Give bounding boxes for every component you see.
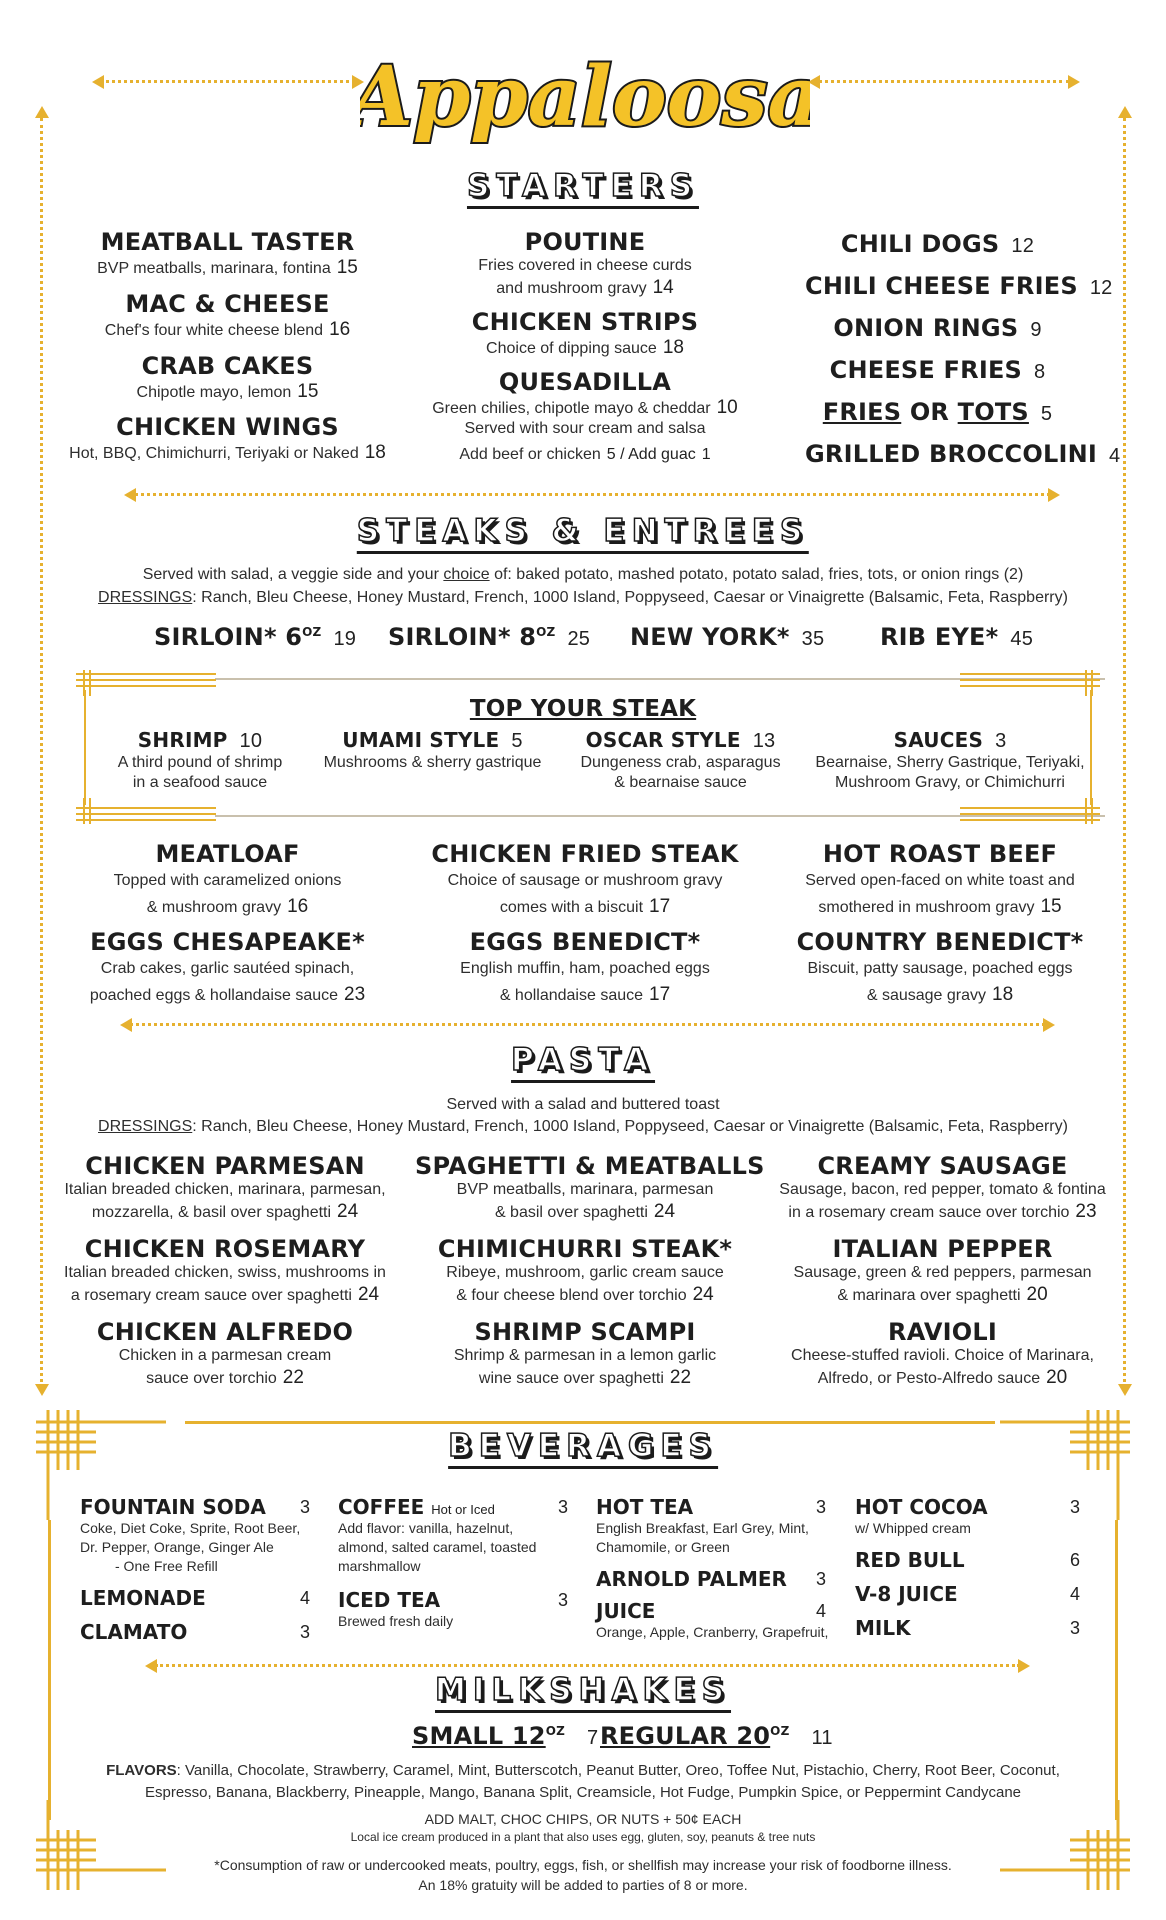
arrow-left-icon <box>92 75 104 89</box>
dish-price: 16 <box>329 318 351 340</box>
unit-oz: OZ <box>770 1724 790 1738</box>
beverage-desc: Orange, Apple, Cranberry, Grapefruit, <box>596 1623 829 1640</box>
dish-name: CHICKEN FRIED STEAK <box>431 840 739 868</box>
entree-item <box>60 928 395 1008</box>
topping-desc: & bearnaise sauce <box>614 774 747 791</box>
starters-title: STARTERS <box>467 168 699 209</box>
dish-price: 17 <box>649 983 671 1005</box>
starters-left-column <box>50 228 405 465</box>
dish-desc: Served with sour cream and salsa <box>464 420 706 438</box>
dish-price: 24 <box>653 1201 676 1222</box>
topping-item <box>568 728 793 793</box>
left-border-dots <box>40 118 43 1388</box>
beverages-title: BEVERAGES <box>448 1428 718 1469</box>
dish-name: COUNTRY BENEDICT* <box>796 928 1084 956</box>
dish-price: 24 <box>692 1284 714 1305</box>
dish-name: CHICKEN STRIPS <box>471 307 699 336</box>
dressings-label: DRESSINGS <box>98 589 193 606</box>
dish-price: 14 <box>652 277 674 298</box>
dish-price: 18 <box>662 336 684 358</box>
dish-desc: Green chilies, chipotle mayo & cheddar <box>432 399 711 417</box>
logo-wordmark-icon <box>360 40 810 150</box>
dish-name: CHEESE FRIES <box>829 356 1023 384</box>
dish-price: 23 <box>1075 1201 1097 1222</box>
starters-right-column <box>805 230 1121 482</box>
beverage-item <box>80 1586 310 1610</box>
dish-desc: Hot, BBQ, Chimichurri, Teriyaki or Naked <box>69 445 359 463</box>
dish-name: CHICKEN WINGS <box>116 413 339 442</box>
dish-desc: Choice of dipping sauce <box>486 339 657 357</box>
dish-desc: & basil over spaghetti <box>494 1204 648 1221</box>
beverage-price: 3 <box>815 1568 826 1589</box>
beverage-price: 4 <box>299 1587 310 1608</box>
dish-desc: comes with a biscuit <box>499 898 644 916</box>
dish-desc: & sausage gravy <box>866 986 987 1004</box>
size-price: 11 <box>811 1727 833 1749</box>
dish-desc: Topped with caramelized onions <box>113 872 342 889</box>
entree-item <box>775 840 1105 920</box>
topping-name: OSCAR STYLE <box>585 728 741 752</box>
arrow-right-icon <box>1048 488 1060 502</box>
top-your-steak-title: TOP YOUR STEAK <box>469 696 697 722</box>
dish-desc: Ribeye, mushroom, garlic cream sauce <box>446 1264 724 1281</box>
dish-name: ITALIAN PEPPER <box>832 1235 1053 1263</box>
pasta-item <box>45 1318 405 1390</box>
bev-frame-line-top <box>185 1421 995 1424</box>
dish-desc: Shrimp & parmesan in a lemon garlic <box>453 1347 717 1364</box>
topping-name: SAUCES <box>893 728 984 752</box>
arrow-right-icon <box>1018 1659 1030 1673</box>
beverage-item <box>596 1495 826 1557</box>
dish-price: 10 <box>716 396 738 418</box>
beverage-price: 4 <box>815 1600 826 1621</box>
dish-name: POUTINE <box>524 228 646 256</box>
beverage-price: 3 <box>815 1497 826 1517</box>
dish-price: 22 <box>282 1367 304 1388</box>
beverage-price: 6 <box>1069 1549 1080 1570</box>
art-deco-lines-icon <box>76 798 216 824</box>
dish-price: 20 <box>1026 1284 1048 1305</box>
dish-price: 17 <box>649 895 671 917</box>
topping-price: 3 <box>995 730 1007 752</box>
flavors-label: FLAVORS <box>106 1762 177 1779</box>
dish-desc: Alfredo, or Pesto-Alfredo sauce <box>817 1370 1041 1387</box>
beverage-price: 3 <box>557 1589 568 1610</box>
beverage-item <box>855 1495 1080 1538</box>
addon-price: 1 <box>701 446 711 464</box>
topping-desc: Dungeness crab, asparagus <box>580 754 781 771</box>
size-name: SMALL 12 <box>412 1722 546 1750</box>
served-choice: choice <box>443 566 490 583</box>
dish-desc: Chicken in a parmesan cream <box>118 1347 332 1364</box>
beverage-desc: Coke, Diet Coke, Sprite, Root Beer, Dr. Pepper, Orange, Ginger Ale - One Free Refill <box>80 1520 301 1574</box>
beverage-price: 3 <box>1069 1497 1080 1517</box>
left-border-arrow-up-icon <box>35 106 49 118</box>
dish-desc: Sausage, green & red peppers, parmesan <box>793 1264 1092 1281</box>
dish-desc: & four cheese blend over torchio <box>456 1287 687 1304</box>
milkshakes-title: MILKSHAKES <box>435 1672 731 1713</box>
dish-desc: Italian breaded chicken, swiss, mushrooms in <box>64 1264 386 1281</box>
dish-name: GRILLED BROCCOLINI <box>805 440 1098 468</box>
right-border-dots <box>1123 118 1126 1388</box>
flavors-text: Espresso, Banana, Blackberry, Pineapple, Mango, Banana Split, Creamsicle, Hot Fudge, Pumpkin Spice, or Peppermint Candycane <box>144 1784 1022 1801</box>
dish-desc: Fries covered in cheese curds <box>478 257 692 274</box>
dish-desc: a rosemary cream sauce over spaghetti <box>70 1287 352 1304</box>
addon-text: Add beef or chicken <box>459 446 601 464</box>
right-border-arrow-up-icon <box>1118 106 1132 118</box>
beverage-column <box>80 1495 310 1644</box>
dish-desc: Chipotle mayo, lemon <box>136 383 292 401</box>
beverage-name: RED BULL <box>855 1547 965 1572</box>
divider <box>135 493 1050 496</box>
dish-price: 23 <box>344 983 366 1005</box>
header-rule-left <box>100 80 355 83</box>
dish-desc: Served open-faced on white toast and <box>805 872 1075 889</box>
header-rule-right <box>818 80 1070 83</box>
unit-oz: OZ <box>536 625 556 639</box>
arrow-right-icon <box>1043 1018 1055 1032</box>
dish-desc: & marinara over spaghetti <box>837 1287 1021 1304</box>
topping-item <box>100 728 300 793</box>
entree-item <box>415 928 755 1008</box>
right-border-arrow-down-icon <box>1118 1384 1132 1396</box>
topping-desc: in a seafood sauce <box>132 774 268 791</box>
pasta-item <box>45 1235 405 1307</box>
dish-price: 9 <box>1030 319 1042 341</box>
dish-price: 15 <box>297 380 319 402</box>
dish-name-or: OR <box>909 398 950 426</box>
arrow-right-icon <box>1068 75 1080 89</box>
dish-price: 12 <box>1011 235 1035 257</box>
entree-item <box>60 840 395 920</box>
addon-price: 5 / Add guac <box>606 446 696 464</box>
beverage-column <box>596 1495 829 1642</box>
dish-desc: poached eggs & hollandaise sauce <box>89 986 339 1004</box>
dish-desc: Sausage, bacon, red pepper, tomato & fontina <box>779 1181 1106 1198</box>
beverage-name: CLAMATO <box>80 1619 188 1644</box>
steaks-title: STEAKS & ENTREES <box>357 513 809 554</box>
divider <box>130 1023 1045 1026</box>
dish-price: 24 <box>357 1284 380 1305</box>
dressings-text: : Ranch, Bleu Cheese, Honey Mustard, French, 1000 Island, Poppyseed, Caesar or Vinaigrette (Balsamic, Feta, Raspberry) <box>192 589 1068 606</box>
appaloosa-logo <box>360 40 810 150</box>
dish-name: MEATLOAF <box>155 840 300 868</box>
dish-desc: & hollandaise sauce <box>499 986 644 1004</box>
dish-name: CHICKEN ALFREDO <box>96 1318 354 1346</box>
dish-price: 22 <box>669 1367 692 1388</box>
dish-price: 15 <box>336 257 358 278</box>
dish-name: CHICKEN ROSEMARY <box>84 1235 366 1263</box>
art-deco-lines-icon <box>960 798 1100 824</box>
beverage-desc: w/ Whipped cream <box>855 1520 971 1536</box>
beverage-item <box>80 1620 310 1644</box>
dish-name: SHRIMP SCAMPI <box>474 1318 696 1346</box>
arrow-left-icon <box>120 1018 132 1032</box>
dish-name: FRIES <box>822 398 902 426</box>
dish-price: 24 <box>337 1201 359 1222</box>
dish-desc: in a rosemary cream sauce over torchio <box>788 1204 1070 1221</box>
beverage-item <box>855 1582 1080 1606</box>
dish-name: CRAB CAKES <box>141 351 314 380</box>
dish-price: 18 <box>992 983 1014 1005</box>
dish-desc: mozzarella, & basil over spaghetti <box>91 1204 332 1221</box>
divider <box>155 1664 1020 1667</box>
logo-text: Appaloosa <box>360 49 810 145</box>
dish-name: EGGS CHESAPEAKE* <box>90 928 365 956</box>
beverage-name: ARNOLD PALMER <box>596 1566 787 1591</box>
dish-name: EGGS BENEDICT* <box>469 928 701 956</box>
topping-item <box>310 728 555 773</box>
beverage-price: 3 <box>299 1497 310 1517</box>
entree-item <box>775 928 1105 1008</box>
starters-middle-column <box>410 228 760 465</box>
steak-cut-price: 25 <box>567 628 591 650</box>
dish-desc: Choice of sausage or mushroom gravy <box>447 872 723 889</box>
dish-name: RAVIOLI <box>888 1318 997 1346</box>
steak-cut-name: RIB EYE* <box>880 623 999 651</box>
beverage-name: COFFEE <box>338 1495 425 1519</box>
served-with-text: Served with salad, a veggie side and your <box>142 566 439 583</box>
pasta-title: PASTA <box>511 1042 655 1083</box>
dish-price: 15 <box>1040 895 1062 917</box>
beverage-item <box>855 1548 1080 1572</box>
dish-name: CHILI DOGS <box>840 230 1000 258</box>
unit-oz: OZ <box>545 1724 565 1738</box>
dish-price: 16 <box>287 895 309 917</box>
dish-price: 5 <box>1040 403 1053 425</box>
beverage-item <box>596 1598 829 1642</box>
dish-price: 4 <box>1109 445 1121 467</box>
beverage-price: 3 <box>1069 1617 1080 1638</box>
pasta-served-text: Served with a salad and buttered toast <box>446 1096 720 1113</box>
dish-desc: Cheese-stuffed ravioli. Choice of Marinara, <box>791 1347 1094 1364</box>
flavors-text: : Vanilla, Chocolate, Strawberry, Caramel, Mint, Butterscotch, Peanut Butter, Oreo, Toffee Nut, Pistachio, Cherry, Root Beer, Coconut, <box>176 1762 1060 1779</box>
beverage-item <box>338 1588 568 1631</box>
dish-desc: BVP meatballs, marinara, parmesan <box>456 1181 714 1198</box>
dish-desc: Biscuit, patty sausage, poached eggs <box>807 960 1073 977</box>
unit-oz: OZ <box>302 625 322 639</box>
beverage-price: 4 <box>1069 1583 1080 1604</box>
dish-name: TOTS <box>957 398 1029 426</box>
dish-desc: sauce over torchio <box>146 1370 277 1387</box>
dish-price: 8 <box>1034 361 1046 383</box>
footer-disclaimer: *Consumption of raw or undercooked meats, poultry, eggs, fish, or shellfish may increase your risk of foodborne illness. <box>214 1857 952 1873</box>
dish-name: MEATBALL TASTER <box>100 228 355 256</box>
beverage-desc: Add flavor: vanilla, hazelnut, almond, salted caramel, toasted marshmallow <box>338 1520 537 1574</box>
dish-desc: smothered in mushroom gravy <box>818 898 1035 916</box>
dish-name: CHIMICHURRI STEAK* <box>437 1235 733 1263</box>
topping-name: SHRIMP <box>137 728 228 752</box>
dish-price: 12 <box>1089 277 1113 299</box>
topping-desc: Mushroom Gravy, or Chimichurri <box>835 774 1065 791</box>
size-name: REGULAR 20 <box>600 1722 771 1750</box>
dish-price: 18 <box>364 442 386 464</box>
beverage-name: ICED TEA <box>338 1587 441 1612</box>
beverage-name: HOT COCOA <box>855 1495 988 1519</box>
art-deco-lines-icon <box>960 670 1100 696</box>
beverage-name: HOT TEA <box>596 1495 694 1519</box>
beverage-name: V-8 JUICE <box>855 1581 958 1606</box>
size-price: 7 <box>587 1727 599 1749</box>
beverage-column <box>338 1495 568 1631</box>
art-deco-lines-icon <box>76 670 216 696</box>
dish-desc: English muffin, ham, poached eggs <box>460 960 710 977</box>
dish-desc: and mushroom gravy <box>496 280 647 297</box>
topping-desc: Bearnaise, Sherry Gastrique, Teriyaki, <box>815 754 1085 771</box>
entree-item <box>415 840 755 920</box>
steak-cut-name: SIRLOIN* 8 <box>388 623 537 651</box>
pasta-item <box>765 1152 1120 1224</box>
arrow-left-icon <box>145 1659 157 1673</box>
dish-desc: wine sauce over spaghetti <box>478 1370 664 1387</box>
steak-cut-name: SIRLOIN* 6 <box>154 623 303 651</box>
dish-desc: Chef's four white cheese blend <box>104 321 324 339</box>
topping-desc: Mushrooms & sherry gastrique <box>323 754 542 771</box>
beverage-item <box>338 1495 568 1576</box>
pasta-item <box>765 1235 1120 1307</box>
dish-desc: & mushroom gravy <box>146 898 282 916</box>
beverage-name: JUICE <box>596 1598 656 1623</box>
topping-price: 13 <box>752 730 776 752</box>
served-options: of: baked potato, mashed potato, potato salad, fries, tots, or onion rings (2) <box>494 566 1024 583</box>
dish-desc: BVP meatballs, marinara, fontina <box>97 260 331 277</box>
beverage-price: 3 <box>557 1497 568 1517</box>
beverage-note: Hot or Iced <box>431 1502 495 1517</box>
beverage-desc: Brewed fresh daily <box>338 1612 454 1629</box>
beverage-item <box>80 1495 310 1576</box>
steak-cut-name: NEW YORK* <box>630 623 790 651</box>
dish-name: CREAMY SAUSAGE <box>817 1152 1068 1180</box>
beverage-name: FOUNTAIN SODA <box>80 1495 266 1519</box>
addon-text: ADD MALT, CHOC CHIPS, OR NUTS + 50¢ EACH <box>424 1811 742 1827</box>
dressings-label: DRESSINGS <box>98 1118 193 1135</box>
dish-name: QUESADILLA <box>498 367 672 396</box>
topping-desc: A third pound of shrimp <box>117 754 283 771</box>
dressings-text: : Ranch, Bleu Cheese, Honey Mustard, French, 1000 Island, Poppyseed, Caesar or Vinaigrette (Balsamic, Feta, Raspberry) <box>192 1118 1068 1135</box>
steak-cut-price: 35 <box>801 628 825 650</box>
beverage-desc: English Breakfast, Earl Grey, Mint, Chamomile, or Green <box>596 1520 809 1555</box>
pasta-item <box>415 1318 755 1390</box>
pasta-item <box>765 1318 1120 1390</box>
beverage-column <box>855 1495 1080 1640</box>
beverage-price: 3 <box>299 1621 310 1642</box>
beverage-name: LEMONADE <box>80 1585 206 1610</box>
pasta-item <box>415 1152 765 1224</box>
topping-item <box>800 728 1100 793</box>
dish-desc: Crab cakes, garlic sautéed spinach, <box>100 960 355 977</box>
dish-name: MAC & CHEESE <box>125 289 330 318</box>
dish-desc: Italian breaded chicken, marinara, parmesan, <box>64 1181 386 1198</box>
dish-name: ONION RINGS <box>833 314 1019 342</box>
steak-cut-price: 19 <box>333 628 357 650</box>
pasta-item <box>415 1235 755 1307</box>
dish-price: 20 <box>1046 1367 1068 1388</box>
dish-name: CHILI CHEESE FRIES <box>805 272 1078 300</box>
dish-name: SPAGHETTI & MEATBALLS <box>415 1152 765 1180</box>
arrow-left-icon <box>124 488 136 502</box>
pasta-item <box>45 1152 405 1224</box>
topping-price: 10 <box>239 730 263 752</box>
steak-cut-price: 45 <box>1010 628 1034 650</box>
topping-name: UMAMI STYLE <box>342 728 500 752</box>
local-ice-cream-note: Local ice cream produced in a plant that also uses egg, gluten, soy, peanuts & tree nuts <box>350 1830 816 1844</box>
dish-name: CHICKEN PARMESAN <box>85 1152 365 1180</box>
footer-gratuity: An 18% gratuity will be added to parties of 8 or more. <box>418 1877 748 1893</box>
beverage-item <box>855 1616 1080 1640</box>
dish-name: HOT ROAST BEEF <box>822 840 1058 868</box>
beverage-name: MILK <box>855 1615 911 1640</box>
beverage-item <box>596 1567 826 1591</box>
topping-price: 5 <box>511 730 523 752</box>
